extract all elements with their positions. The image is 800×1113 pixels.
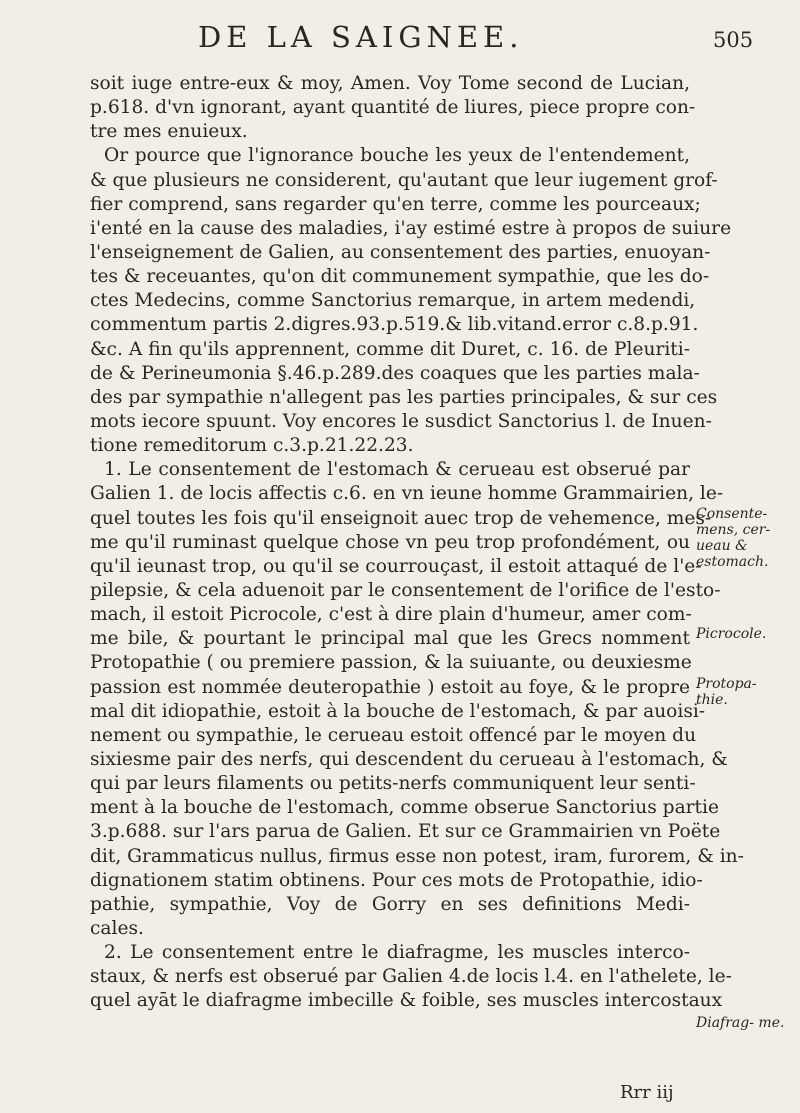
page-number: 505	[713, 28, 754, 52]
text-line: staux, & nerfs est obserué par Galien 4.de locis l.4. en l'athelete, le-	[90, 966, 732, 988]
text-line: l'enseignement de Galien, au consentement des parties, enuoyan-	[90, 241, 711, 263]
text-line: tione remeditorum c.3.p.21.22.23.	[90, 435, 414, 457]
text-line: mach, il estoit Picrocole, c'est à dire plain d'humeur, amer com-	[90, 604, 692, 626]
text-line: Or pource que l'ignorance bouche les yeux de l'entendement,	[104, 145, 690, 167]
text-line: mots iecore spuunt. Voy encores le susdict Sanctorius l. de Inuen-	[90, 410, 712, 432]
text-line: quel ayāt le diafragme imbecille & foible, ses muscles intercostaux	[90, 990, 723, 1012]
sidenote: Consente- mens, cer- ueau & estomach.	[696, 506, 771, 570]
text-line: tes & receuantes, qu'on dit communement sympathie, que les do-	[90, 266, 710, 288]
text-line: fier comprend, sans regarder qu'en terre, comme les pourceaux;	[90, 193, 701, 215]
text-line: me bile, & pourtant le principal mal que les Grecs nomment	[90, 628, 690, 650]
running-head	[0, 20, 800, 60]
text-line: pilepsie, & cela aduenoit par le consentement de l'orifice de l'esto-	[90, 579, 721, 601]
sidenote: Diafrag- me.	[696, 1015, 785, 1031]
text-line: me qu'il ruminast quelque chose vn peu trop profondément, ou	[90, 531, 690, 553]
text-line: cales.	[90, 917, 144, 939]
text-line: dit, Grammaticus nullus, firmus esse non potest, iram, furorem, & in-	[90, 845, 744, 867]
text-line: qui par leurs filaments ou petits-nerfs communiquent leur senti-	[90, 773, 696, 795]
text-line: 1. Le consentement de l'estomach & cerueau est obserué par	[104, 459, 690, 481]
text-line: de & Perineumonia §.46.p.289.des coaques que les parties mala-	[90, 362, 700, 384]
text-line: passion est nommée deuteropathie ) estoit au foye, & le propre	[90, 676, 690, 698]
text-line: nement ou sympathie, le cerueau estoit offencé par le moyen du	[90, 724, 697, 746]
text-line: Protopathie ( ou premiere passion, & la suiuante, ou deuxiesme	[90, 652, 692, 674]
text-line: & que plusieurs ne considerent, qu'autant que leur iugement grof-	[90, 169, 718, 191]
text-line: &c. A fin qu'ils apprennent, comme dit Duret, c. 16. de Pleuriti-	[90, 338, 690, 360]
text-line: des par sympathie n'allegent pas les parties principales, & sur ces	[90, 386, 718, 408]
text-line: pathie, sympathie, Voy de Gorry en ses definitions Medi-	[90, 893, 690, 915]
text-line: sixiesme pair des nerfs, qui descendent du cerueau à l'estomach, &	[90, 748, 728, 770]
text-line: Galien 1. de locis affectis c.6. en vn ieune homme Grammairien, le-	[90, 483, 724, 505]
text-line: soit iuge entre-eux & moy, Amen. Voy Tome second de Lucian,	[90, 73, 690, 94]
signature-mark: Rrr iij	[620, 1082, 674, 1103]
text-line: mal dit idiopathie, estoit à la bouche de l'estomach, & par auoisi-	[90, 700, 706, 722]
text-line: qu'il ieunast trop, ou qu'il se courrouçast, il estoit attaqué de l'e-	[90, 555, 702, 577]
text-line: ment à la bouche de l'estomach, comme obserue Sanctorius partie	[90, 797, 719, 819]
text-line: dignationem statim obtinens. Pour ces mots de Protopathie, idio-	[90, 869, 703, 891]
text-line: 3.p.688. sur l'ars parua de Galien. Et sur ce Grammairien vn Poëte	[90, 821, 721, 843]
text-line: quel toutes les fois qu'il enseignoit auec trop de vehemence, mes-	[90, 507, 712, 529]
text-line: p.618. d'vn ignorant, ayant quantité de liures, piece propre con-	[90, 97, 696, 119]
text-line: commentum partis 2.digres.93.p.519.& lib.vitand.error c.8.p.91.	[90, 314, 699, 336]
text-line: i'enté en la cause des maladies, i'ay estimé estre à propos de suiure	[90, 217, 732, 239]
sidenote: Picrocole.	[696, 626, 767, 642]
text-line: 2. Le consentement entre le diafragme, les muscles interco-	[104, 942, 690, 964]
text-line: tre mes enuieux.	[90, 121, 248, 143]
text-line: ctes Medecins, comme Sanctorius remarque, in artem medendi,	[90, 290, 696, 312]
running-title: DE LA SAIGNEE.	[198, 20, 524, 54]
sidenote: Protopa- thie.	[696, 676, 757, 708]
